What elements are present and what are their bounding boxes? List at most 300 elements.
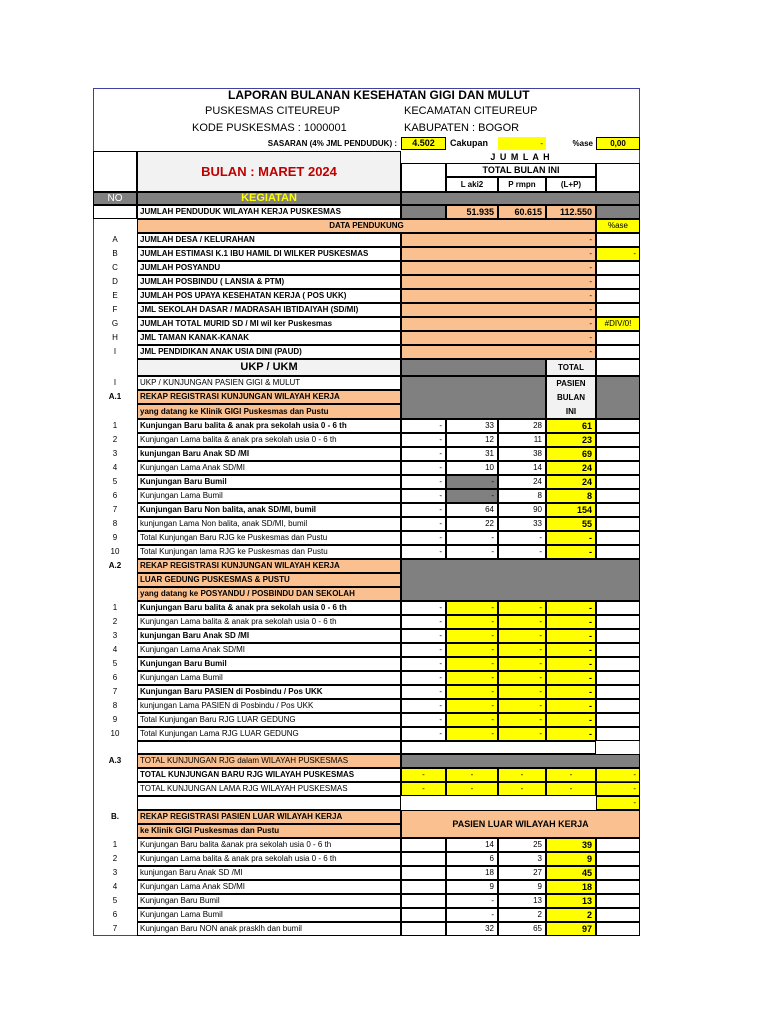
data-pendukung-pase: %ase (596, 219, 640, 233)
row-label: Kunjungan Baru balita & anak pra sekolah usia 0 - 6 th (137, 419, 401, 433)
row-x: - (401, 699, 446, 713)
a3-row-prmpn: - (498, 768, 546, 782)
col-prmpn: P rmpn (498, 177, 546, 192)
row-label: Kunjungan Lama Anak SD/MI (137, 880, 401, 894)
row-total: - (546, 713, 596, 727)
row-laki: 31 (446, 447, 498, 461)
row-label: Kunjungan Baru Bumil (137, 894, 401, 908)
row-extra (596, 517, 640, 531)
report-title: LAPORAN BULANAN KESEHATAN GIGI DAN MULUT (228, 88, 530, 102)
penduduk-label: JUMLAH PENDUDUK WILAYAH KERJA PUSKESMAS (137, 205, 401, 219)
row-no: 6 (112, 673, 118, 682)
row-extra (596, 838, 640, 852)
a1-no: A.1 (108, 392, 122, 401)
b-no: B. (111, 812, 119, 821)
row-extra (596, 419, 640, 433)
row-no: 7 (112, 505, 118, 514)
penduduk-extra (596, 205, 640, 219)
row-laki: - (446, 894, 498, 908)
row-label: JML SEKOLAH DASAR / MADRASAH IBTIDAIYAH (SD/MI) (137, 303, 401, 317)
row-no: C (112, 263, 118, 272)
row-prmpn: 24 (498, 475, 546, 489)
row-prmpn: - (498, 671, 546, 685)
row-prmpn: 3 (498, 852, 546, 866)
row-laki: 33 (446, 419, 498, 433)
row-no: 9 (112, 533, 118, 542)
row-laki: 12 (446, 433, 498, 447)
row-total: 13 (546, 894, 596, 908)
row-label: kunjungan Lama Non balita, anak SD/MI, bumil (137, 517, 401, 531)
row-no: E (112, 291, 118, 300)
row-total: 24 (546, 461, 596, 475)
a3-row-prmpn: - (498, 782, 546, 796)
row-prmpn: - (498, 615, 546, 629)
row-prmpn: 9 (498, 880, 546, 894)
row-total: 61 (546, 419, 596, 433)
row-x-blank (401, 894, 446, 908)
jumlah-header: J U M L A H (490, 151, 551, 162)
row-percent (596, 289, 640, 303)
row-value: - (401, 331, 596, 345)
row-no: H (112, 333, 118, 342)
row-label: kunjungan Baru Anak SD /MI (137, 866, 401, 880)
a3-row-x: - (401, 782, 446, 796)
row-total: - (546, 699, 596, 713)
row-laki: - (446, 713, 498, 727)
row-extra (596, 461, 640, 475)
row-prmpn: 27 (498, 866, 546, 880)
row-total: - (546, 643, 596, 657)
row-total: 154 (546, 503, 596, 517)
row-prmpn: - (498, 699, 546, 713)
row-value: - (401, 261, 596, 275)
row-prmpn: - (498, 629, 546, 643)
col-lp: (L+P) (546, 177, 596, 192)
row-prmpn: 38 (498, 447, 546, 461)
row-prmpn: 11 (498, 433, 546, 447)
header-extra-blank (596, 163, 640, 192)
kode-puskesmas: KODE PUSKESMAS : 1000001 (192, 122, 347, 134)
ukp-total-1: TOTAL (546, 359, 596, 376)
row-laki: - (446, 657, 498, 671)
row-prmpn: - (498, 713, 546, 727)
row-no: I (113, 347, 117, 356)
row-prmpn: 2 (498, 908, 546, 922)
row-laki: - (446, 908, 498, 922)
row-no: 8 (112, 519, 118, 528)
row-laki: 10 (446, 461, 498, 475)
row-total: - (546, 531, 596, 545)
row-x: - (401, 629, 446, 643)
row-laki: - (446, 629, 498, 643)
row-extra (596, 489, 640, 503)
row-no: 2 (112, 617, 118, 626)
row-no: G (111, 319, 119, 328)
row-extra (596, 894, 640, 908)
row-label: Kunjungan Lama balita & anak pra sekolah usia 0 - 6 th (137, 433, 401, 447)
row-label: Kunjungan Lama balita & anak pra sekolah usia 0 - 6 th (137, 615, 401, 629)
row-laki: - (446, 475, 498, 489)
row-label: Kunjungan Baru Non balita, anak SD/MI, bumil (137, 503, 401, 517)
row-no: 10 (110, 547, 120, 556)
row-x: - (401, 517, 446, 531)
row-prmpn: - (498, 601, 546, 615)
row-label: Kunjungan Lama balita & anak pra sekolah usia 0 - 6 th (137, 852, 401, 866)
row-percent (596, 233, 640, 247)
row-label: kunjungan Baru Anak SD /MI (137, 447, 401, 461)
a3-gray (401, 754, 640, 768)
cakupan-label: Cakupan (450, 138, 489, 148)
row-prmpn: - (498, 657, 546, 671)
row-percent: - (596, 247, 640, 261)
row-total: 18 (546, 880, 596, 894)
row-x: - (401, 447, 446, 461)
a3-blank-label (137, 796, 401, 810)
row-prmpn: 33 (498, 517, 546, 531)
row-label: Kunjungan Baru Bumil (137, 475, 401, 489)
row-label: kunjungan Baru Anak SD /MI (137, 629, 401, 643)
b-header: PASIEN LUAR WILAYAH KERJA (401, 810, 640, 838)
row-total: - (546, 727, 596, 741)
row-x: - (401, 503, 446, 517)
row-laki: - (446, 489, 498, 503)
ukp-extra (596, 359, 640, 376)
col-laki: L aki2 (446, 177, 498, 192)
row-x: - (401, 545, 446, 559)
header-gray-band (401, 192, 640, 205)
a3-row-laki: - (446, 768, 498, 782)
row-extra (596, 880, 640, 894)
b-line2: ke Klinik GIGI Puskesmas dan Pustu (137, 824, 401, 838)
row-prmpn: - (498, 545, 546, 559)
ukp-title: UKP / UKM (137, 359, 401, 376)
a3-row-total: - (546, 768, 596, 782)
a2-line3: yang datang ke POSYANDU / POSBINDU DAN SEKOLAH (137, 587, 401, 601)
ukp-extra-gray (596, 376, 640, 419)
a2-no: A.2 (108, 561, 122, 570)
ukp-total-line: PASIEN (556, 378, 586, 388)
penduduk-no (93, 205, 137, 219)
cakupan-value: - (498, 137, 546, 150)
row-x: - (401, 685, 446, 699)
pase-value: 0,00 (596, 137, 640, 150)
row-label: Total Kunjungan lama RJG ke Puskesmas dan Pustu (137, 545, 401, 559)
a3-line1: TOTAL KUNJUNGAN RJG dalam WILAYAH PUSKESMAS (137, 754, 401, 768)
row-value: - (401, 289, 596, 303)
header-blank (93, 151, 137, 192)
row-extra (596, 503, 640, 517)
a2-line2: LUAR GEDUNG PUSKESMAS & PUSTU (137, 573, 401, 587)
row-value: - (401, 247, 596, 261)
bulan-title: BULAN : MARET 2024 (137, 151, 401, 192)
row-prmpn: - (498, 727, 546, 741)
row-label: JML PENDIDIKAN ANAK USIA DINI (PAUD) (137, 345, 401, 359)
row-percent (596, 261, 640, 275)
a3-row-label: TOTAL KUNJUNGAN LAMA RJG WILAYAH PUSKESMAS (137, 782, 401, 796)
row-no: 9 (112, 715, 118, 724)
row-no: 1 (112, 421, 118, 430)
row-laki: - (446, 545, 498, 559)
row-label: Kunjungan Baru NON anak prasklh dan bumil (137, 922, 401, 936)
row-prmpn: 28 (498, 419, 546, 433)
row-no: 7 (112, 687, 118, 696)
row-extra (596, 685, 640, 699)
row-no: 4 (112, 463, 118, 472)
row-no: A (112, 235, 118, 244)
row-no: 3 (112, 868, 118, 877)
row-extra (596, 545, 640, 559)
row-total: 24 (546, 475, 596, 489)
row-no: F (112, 305, 118, 314)
row-label: Kunjungan Baru Bumil (137, 657, 401, 671)
row-label: JUMLAH POSYANDU (137, 261, 401, 275)
row-prmpn: 8 (498, 489, 546, 503)
ukp-i-no: I (113, 378, 117, 387)
row-laki: - (446, 685, 498, 699)
row-no: 3 (112, 449, 118, 458)
a3-row-extra: - (596, 768, 640, 782)
a3-row-label: TOTAL KUNJUNGAN BARU RJG WILAYAH PUSKESMAS (137, 768, 401, 782)
row-laki: - (446, 671, 498, 685)
row-extra (596, 615, 640, 629)
ukp-total-block (546, 376, 596, 419)
row-percent (596, 331, 640, 345)
col-no: NO (93, 192, 137, 205)
row-extra (596, 629, 640, 643)
penduduk-laki: 51.935 (446, 205, 498, 219)
row-extra (596, 713, 640, 727)
row-value: - (401, 303, 596, 317)
row-laki: 9 (446, 880, 498, 894)
row-extra (596, 657, 640, 671)
row-x-blank (401, 880, 446, 894)
row-x: - (401, 489, 446, 503)
row-total: - (546, 615, 596, 629)
row-label: Total Kunjungan Baru RJG ke Puskesmas dan Pustu (137, 531, 401, 545)
row-laki: 6 (446, 852, 498, 866)
a1-line2: yang datang ke Klinik GIGI Puskesmas dan Pustu (137, 404, 401, 419)
row-x: - (401, 727, 446, 741)
row-extra (596, 643, 640, 657)
row-no: 10 (110, 729, 120, 738)
row-no: 7 (112, 924, 118, 933)
row-extra (596, 908, 640, 922)
row-total: 23 (546, 433, 596, 447)
row-label: JML TAMAN KANAK-KANAK (137, 331, 401, 345)
row-extra (596, 727, 640, 741)
row-no: 6 (112, 491, 118, 500)
row-prmpn: 13 (498, 894, 546, 908)
a3-extra: - (596, 796, 640, 810)
row-prmpn: 65 (498, 922, 546, 936)
row-extra (596, 531, 640, 545)
row-value: - (401, 275, 596, 289)
row-extra (596, 447, 640, 461)
row-no: 4 (112, 882, 118, 891)
row-x-blank (401, 866, 446, 880)
row-x: - (401, 531, 446, 545)
row-prmpn: 14 (498, 461, 546, 475)
a3-row-laki: - (446, 782, 498, 796)
ukp-i-label: UKP / KUNJUNGAN PASIEN GIGI & MULUT (137, 376, 401, 390)
row-percent (596, 275, 640, 289)
row-extra (596, 475, 640, 489)
row-prmpn: - (498, 685, 546, 699)
row-no: 2 (112, 854, 118, 863)
row-label: Kunjungan Baru PASIEN di Posbindu / Pos UKK (137, 685, 401, 699)
row-label: Kunjungan Lama Anak SD/MI (137, 461, 401, 475)
row-x-blank (401, 908, 446, 922)
row-total: 45 (546, 866, 596, 880)
row-laki: 22 (446, 517, 498, 531)
row-laki: 18 (446, 866, 498, 880)
row-total: - (546, 685, 596, 699)
row-x: - (401, 671, 446, 685)
row-no: 1 (112, 840, 118, 849)
kecamatan-name: KECAMATAN CITEUREUP (404, 105, 538, 117)
kabupaten-name: KABUPATEN : BOGOR (404, 122, 520, 134)
row-x: - (401, 601, 446, 615)
penduduk-prmpn: 60.615 (498, 205, 546, 219)
row-x-blank (401, 852, 446, 866)
row-label: Kunjungan Baru balita &anak pra sekolah usia 0 - 6 th (137, 838, 401, 852)
sasaran-value: 4.502 (401, 137, 446, 150)
row-laki: - (446, 699, 498, 713)
row-total: 9 (546, 852, 596, 866)
row-total: 2 (546, 908, 596, 922)
a3-row-x: - (401, 768, 446, 782)
row-percent (596, 303, 640, 317)
pase-label: %ase (572, 138, 593, 148)
blank-row-values (401, 741, 596, 754)
a3-no: A.3 (108, 756, 122, 765)
col-kegiatan: KEGIATAN (137, 192, 401, 205)
row-laki: - (446, 615, 498, 629)
row-total: - (546, 601, 596, 615)
row-no: 4 (112, 645, 118, 654)
row-laki: - (446, 643, 498, 657)
row-prmpn: - (498, 643, 546, 657)
row-label: Kunjungan Lama Bumil (137, 908, 401, 922)
row-x: - (401, 419, 446, 433)
row-laki: - (446, 531, 498, 545)
a2-gray-block (401, 559, 640, 601)
row-label: JUMLAH ESTIMASI K.1 IBU HAMIL DI WILKER PUSKESMAS (137, 247, 401, 261)
row-total: - (546, 657, 596, 671)
ukp-total-line: INI (565, 406, 577, 416)
ukp-block-gray (401, 376, 546, 419)
row-x: - (401, 433, 446, 447)
b-line1: REKAP REGISTRASI PASIEN LUAR WILAYAH KERJA (137, 810, 401, 824)
row-no: 2 (112, 435, 118, 444)
a3-row-total: - (546, 782, 596, 796)
row-x-blank (401, 838, 446, 852)
row-laki: - (446, 601, 498, 615)
header-x-blank (401, 163, 446, 192)
row-label: kunjungan Lama PASIEN di Posbindu / Pos UKK (137, 699, 401, 713)
row-label: Kunjungan Lama Anak SD/MI (137, 643, 401, 657)
row-x: - (401, 643, 446, 657)
row-no: 5 (112, 659, 118, 668)
row-extra (596, 433, 640, 447)
row-no: B (112, 249, 118, 258)
row-value: - (401, 345, 596, 359)
row-laki: 14 (446, 838, 498, 852)
row-total: 39 (546, 838, 596, 852)
row-label: Total Kunjungan Baru RJG LUAR GEDUNG (137, 713, 401, 727)
row-no: 3 (112, 631, 118, 640)
row-no: 5 (112, 477, 118, 486)
row-prmpn: - (498, 531, 546, 545)
row-label: JUMLAH POS UPAYA KESEHATAN KERJA ( POS UKK) (137, 289, 401, 303)
row-laki: 64 (446, 503, 498, 517)
row-extra (596, 671, 640, 685)
a1-line1: REKAP REGISTRASI KUNJUNGAN WILAYAH KERJA (137, 390, 401, 404)
penduduk-gray (401, 205, 446, 219)
a2-line1: REKAP REGISTRASI KUNJUNGAN WILAYAH KERJA (137, 559, 401, 573)
row-value: - (401, 317, 596, 331)
row-no: 1 (112, 603, 118, 612)
row-label: Kunjungan Baru balita & anak pra sekolah usia 0 - 6 th (137, 601, 401, 615)
row-no: 6 (112, 910, 118, 919)
row-x: - (401, 461, 446, 475)
row-no: D (112, 277, 118, 286)
row-prmpn: 25 (498, 838, 546, 852)
row-label: Kunjungan Lama Bumil (137, 489, 401, 503)
sasaran-label: SASARAN (4% JML PENDUDUK) : (267, 138, 397, 148)
row-x: - (401, 657, 446, 671)
row-laki: - (446, 727, 498, 741)
row-label: Kunjungan Lama Bumil (137, 671, 401, 685)
row-total: - (546, 545, 596, 559)
a3-row-extra: - (596, 782, 640, 796)
penduduk-total: 112.550 (546, 205, 596, 219)
row-value: - (401, 233, 596, 247)
row-total: 8 (546, 489, 596, 503)
blank-row (137, 741, 401, 754)
row-laki: 32 (446, 922, 498, 936)
row-extra (596, 852, 640, 866)
total-bulan-ini: TOTAL BULAN INI (446, 163, 596, 177)
row-x: - (401, 615, 446, 629)
row-no: 8 (112, 701, 118, 710)
row-percent (596, 345, 640, 359)
row-no: 5 (112, 896, 118, 905)
ukp-gray (401, 359, 546, 376)
row-total: - (546, 671, 596, 685)
row-label: JUMLAH POSBINDU ( LANSIA & PTM) (137, 275, 401, 289)
row-extra (596, 866, 640, 880)
data-pendukung-title: DATA PENDUKUNG (137, 219, 596, 233)
ukp-total-line: BULAN (557, 392, 585, 402)
row-x-blank (401, 922, 446, 936)
row-total: - (546, 629, 596, 643)
puskesmas-name: PUSKESMAS CITEUREUP (205, 105, 341, 117)
row-label: JUMLAH DESA / KELURAHAN (137, 233, 401, 247)
row-total: 97 (546, 922, 596, 936)
row-label: Total Kunjungan Lama RJG LUAR GEDUNG (137, 727, 401, 741)
row-extra (596, 922, 640, 936)
row-label: JUMLAH TOTAL MURID SD / MI wil ker Puskesmas (137, 317, 401, 331)
row-total: 55 (546, 517, 596, 531)
row-prmpn: 90 (498, 503, 546, 517)
row-percent: #DIV/0! (596, 317, 640, 331)
row-extra (596, 699, 640, 713)
row-extra (596, 601, 640, 615)
row-total: 69 (546, 447, 596, 461)
row-x: - (401, 475, 446, 489)
row-x: - (401, 713, 446, 727)
